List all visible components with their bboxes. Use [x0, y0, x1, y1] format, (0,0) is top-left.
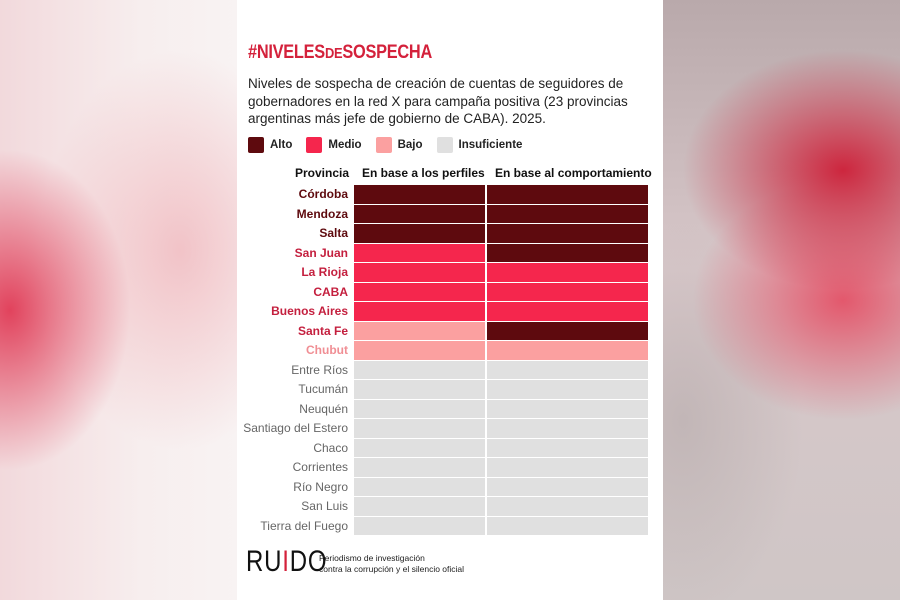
logo-tagline [319, 553, 464, 575]
cell-perfiles [354, 517, 485, 536]
cell-perfiles [354, 322, 485, 341]
table-row [237, 439, 663, 458]
table-row [237, 400, 663, 419]
cell-comportamiento [487, 419, 648, 438]
cell-perfiles [354, 458, 485, 477]
cell-perfiles [354, 283, 485, 302]
cell-perfiles [354, 263, 485, 282]
cell-comportamiento [487, 458, 648, 477]
provincia-label: Santiago del Estero [243, 421, 348, 435]
cell-comportamiento [487, 322, 648, 341]
cell-perfiles [354, 244, 485, 263]
tagline-line-2: contra la corrupción y el silencio oficial [319, 564, 465, 574]
cell-perfiles [354, 439, 485, 458]
table-row [237, 458, 663, 477]
cell-perfiles [354, 380, 485, 399]
cell-comportamiento [487, 263, 648, 282]
table-row [237, 205, 663, 224]
legend-item-alto [248, 137, 292, 153]
column-header-comportamiento: En base al comportamiento [495, 166, 652, 180]
cell-perfiles [354, 478, 485, 497]
column-header-perfiles: En base a los perfiles [362, 166, 485, 180]
table-row [237, 361, 663, 380]
cell-perfiles [354, 205, 485, 224]
provincia-label: Chubut [306, 343, 348, 357]
cell-comportamiento [487, 361, 648, 380]
cell-comportamiento [487, 224, 648, 243]
legend-swatch-alto [248, 137, 264, 153]
legend-label-medio: Medio [328, 139, 362, 151]
cell-comportamiento [487, 478, 648, 497]
legend-label-bajo: Bajo [397, 139, 423, 151]
cell-perfiles [354, 341, 485, 360]
tagline-line-1: Periodismo de investigación [319, 553, 425, 563]
provincia-label: Santa Fe [297, 323, 348, 338]
legend-item-bajo [376, 137, 423, 153]
provincia-label: Mendoza [296, 206, 348, 221]
cell-perfiles [354, 302, 485, 321]
table-row [237, 497, 663, 516]
table-row [237, 263, 663, 282]
provincia-label: Río Negro [293, 479, 348, 494]
cell-perfiles [354, 419, 485, 438]
table-row [237, 244, 663, 263]
cell-comportamiento [487, 380, 648, 399]
table-row [237, 283, 663, 302]
cell-comportamiento [487, 185, 648, 204]
cell-comportamiento [487, 497, 648, 516]
background-right-blur [663, 0, 900, 600]
provincia-label: Chaco [313, 440, 348, 455]
background-left-blur [0, 0, 237, 600]
provincia-label: Córdoba [298, 187, 348, 201]
legend-item-insuficiente [437, 137, 523, 153]
provincia-label: Tierra del Fuego [260, 518, 348, 533]
table-row [237, 185, 663, 204]
legend-swatch-insuficiente [437, 137, 453, 153]
provincia-label: CABA [313, 284, 348, 299]
legend-label-insuficiente: Insuficiente [458, 139, 523, 151]
cell-perfiles [354, 361, 485, 380]
logo-part-1: RU [246, 545, 283, 578]
table-row [237, 224, 663, 243]
table-row [237, 478, 663, 497]
infographic-card [237, 0, 663, 600]
table-row [237, 341, 663, 360]
hashtag-part-1: #NIVELES [248, 42, 325, 63]
legend-swatch-medio [306, 137, 322, 153]
provincia-label: La Rioja [301, 265, 348, 279]
provincia-label: San Luis [301, 499, 348, 513]
provincia-label: Entre Ríos [291, 362, 348, 377]
table-row [237, 380, 663, 399]
chart-subtitle: Niveles de sospecha de creación de cuentas de seguidores de gobernadores en la red X para campaña positiva (23 provincias argentinas más jefe de gobierno de CABA). 2025. [248, 76, 628, 126]
cell-perfiles [354, 224, 485, 243]
cell-comportamiento [487, 302, 648, 321]
legend-item-medio [306, 137, 361, 153]
hashtag-part-2: DE [324, 45, 343, 62]
cell-perfiles [354, 400, 485, 419]
cell-comportamiento [487, 400, 648, 419]
cell-comportamiento [487, 439, 648, 458]
cell-comportamiento [487, 244, 648, 263]
table-row [237, 302, 663, 321]
cell-comportamiento [487, 283, 648, 302]
cell-perfiles [354, 497, 485, 516]
legend-swatch-bajo [376, 137, 392, 153]
table-row [237, 322, 663, 341]
cell-comportamiento [487, 205, 648, 224]
hashtag-part-3: SOSPECHA [342, 42, 432, 63]
provincia-label: Neuquén [299, 401, 348, 416]
ruido-logo [246, 545, 327, 579]
column-header-provincia: Provincia [295, 166, 350, 180]
provincia-label: Tucumán [298, 382, 348, 396]
provincia-label: San Juan [294, 245, 348, 260]
legend [248, 136, 536, 154]
table-row [237, 517, 663, 536]
hashtag-title [248, 42, 432, 64]
cell-comportamiento [487, 341, 648, 360]
legend-label-alto: Alto [270, 139, 293, 151]
provincia-label: Buenos Aires [271, 304, 348, 318]
logo-part-3: DO [289, 545, 328, 578]
provincia-label: Corrientes [292, 460, 348, 474]
cell-perfiles [354, 185, 485, 204]
logo-part-2: I [282, 545, 290, 578]
cell-comportamiento [487, 517, 648, 536]
table-row [237, 419, 663, 438]
provincia-label: Salta [319, 226, 348, 240]
